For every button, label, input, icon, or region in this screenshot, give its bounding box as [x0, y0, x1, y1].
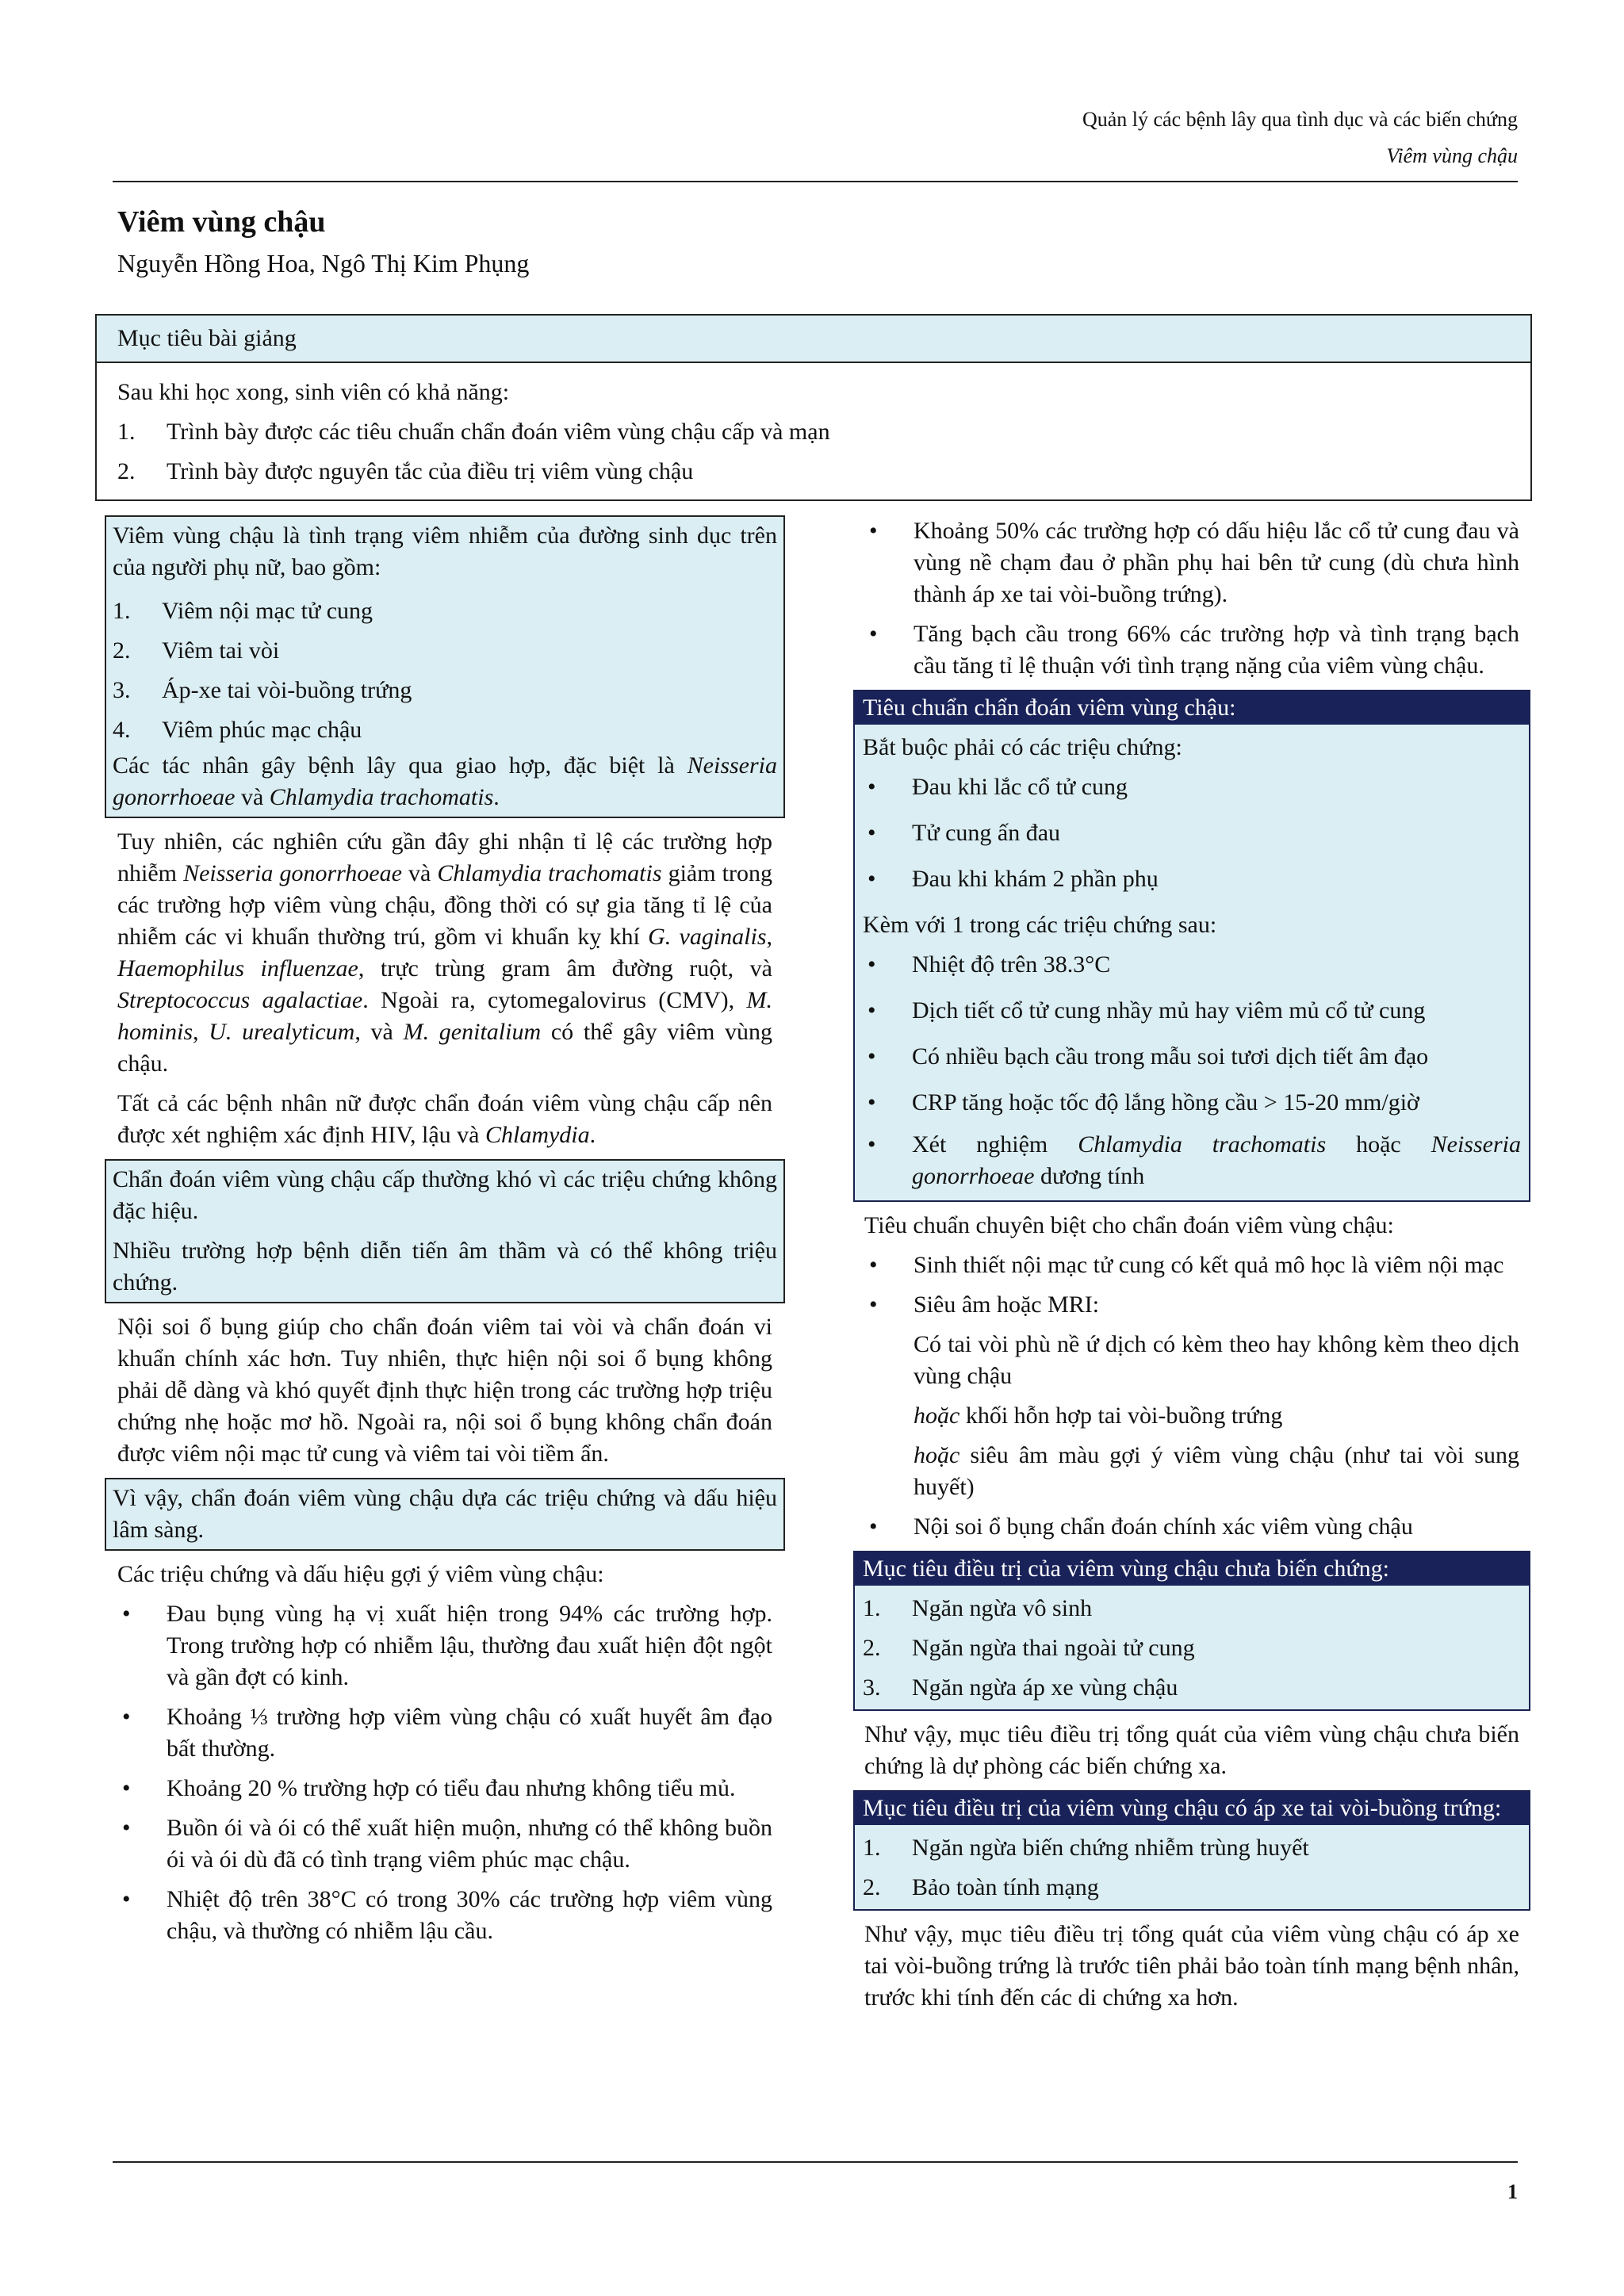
specific-criteria-intro: Tiêu chuẩn chuyên biệt cho chẩn đoán viêm vùng chậu:: [864, 1212, 1394, 1238]
goal-item: 1. Ngăn ngừa vô sinh: [863, 1595, 1093, 1621]
additional-item: • Xét nghiệm Chlamydia trachomatis hoặc Neisseria gonorrhoeae dương tính: [863, 1129, 1521, 1192]
additional-list: [863, 945, 1521, 1192]
right-column: [864, 515, 1519, 2022]
definition-item: 3. Áp-xe tai vòi-buồng trứng: [113, 677, 412, 703]
additional-item: • CRP tăng hoặc tốc độ lắng hồng cầu > 15-20 mm/giờ: [863, 1083, 1521, 1123]
objective-item: 2. Trình bày được nguyên tắc của điều trị viêm vùng chậu: [117, 458, 694, 484]
objectives-intro: Sau khi học xong, sinh viên có khả năng:: [117, 379, 510, 405]
additional-item: • Dịch tiết cổ tử cung nhầy mủ hay viêm mủ cổ tử cung: [863, 991, 1521, 1031]
sign-item: • Buồn ói và ói có thể xuất hiện muộn, nhưng có thể không buồn ói và ói dù đã có tình trạng viêm phúc mạc chậu.: [117, 1812, 772, 1876]
silent-course-text: Nhiều trường hợp bệnh diễn tiến âm thầm và có thể không triệu chứng.: [113, 1238, 777, 1295]
diagnostic-criteria-box: [853, 690, 1530, 1202]
goal-item: 3. Ngăn ngừa áp xe vùng chậu: [863, 1674, 1178, 1701]
running-header-series: Quản lý các bệnh lây qua tình dục và các biến chứng: [1082, 108, 1518, 131]
specific-item: • Siêu âm hoặc MRI:: [864, 1289, 1519, 1321]
signs-intro: Các triệu chứng và dấu hiệu gợi ý viêm vùng chậu:: [117, 1561, 604, 1587]
authors: Nguyễn Hồng Hoa, Ngô Thị Kim Phụng: [117, 249, 530, 277]
goal-item: 2. Ngăn ngừa thai ngoài tử cung: [863, 1635, 1195, 1661]
objective-item: 1. Trình bày được các tiêu chuẩn chẩn đoán viêm vùng chậu cấp và mạn: [117, 419, 830, 445]
footer-divider: [113, 2161, 1518, 2163]
abscess-goals-box: [853, 1790, 1530, 1911]
definition-item: 2. Viêm tai vòi: [113, 637, 280, 664]
additional-item: • Nhiệt độ trên 38.3°C: [863, 945, 1521, 985]
objectives-box: [95, 314, 1532, 501]
uncomplicated-goals-box: [853, 1551, 1530, 1711]
sign-item: • Khoảng 20 % trường hợp có tiểu đau nhưng không tiểu mủ.: [117, 1773, 772, 1804]
imaging-finding: hoặc siêu âm màu gợi ý viêm vùng chậu (như tai vòi sung huyết): [914, 1442, 1519, 1500]
sign-item: • Nhiệt độ trên 38°C có trong 30% các trường hợp viêm vùng chậu, và thường có nhiễm lậu cầu.: [117, 1884, 772, 1947]
specific-item: • Sinh thiết nội mạc tử cung có kết quả mô học là viêm nội mạc: [864, 1249, 1519, 1281]
goal-item: 1. Ngăn ngừa biến chứng nhiễm trùng huyết: [863, 1835, 1309, 1861]
clinical-diagnosis-box: [105, 1478, 785, 1551]
mandatory-item: • Tử cung ấn đau: [863, 813, 1521, 853]
mandatory-intro: Bắt buộc phải có các triệu chứng:: [863, 734, 1182, 760]
page-title: Viêm vùng chậu: [117, 205, 326, 239]
sign-item: • Khoảng ⅓ trường hợp viêm vùng chậu có xuất huyết âm đạo bất thường.: [117, 1701, 772, 1765]
abscess-goals-heading: Mục tiêu điều trị của viêm vùng chậu có áp xe tai vòi-buồng trứng:: [855, 1792, 1529, 1825]
definition-box: [105, 515, 785, 818]
mandatory-list: [863, 767, 1521, 899]
diagnostic-criteria-heading: Tiêu chuẩn chẩn đoán viêm vùng chậu:: [855, 691, 1529, 725]
signs-list-continued: [864, 515, 1519, 682]
specific-criteria-list: [864, 1249, 1519, 1321]
header-divider: [113, 181, 1518, 182]
sign-item: • Đau bụng vùng hạ vị xuất hiện trong 94% các trường hợp. Trong trường hợp có nhiễm lậu, thường đau xuất hiện đột ngột và gần đợt có kinh.: [117, 1598, 772, 1693]
additional-intro: Kèm với 1 trong các triệu chứng sau:: [863, 912, 1217, 938]
diagnosis-difficulty-box: [105, 1159, 785, 1303]
pathogens-paragraph: Tuy nhiên, các nghiên cứu gần đây ghi nhận tỉ lệ các trường hợp nhiễm Neisseria gonorrhoeae và Chlamydia trachomatis giảm trong các trường hợp viêm vùng chậu, đồng thời có sự gia tăng tỉ lệ của nhiễm các vi khuẩn thường trú, gồm vi khuẩn kỵ khí G. vaginalis, Haemophilus influenzae, trực trùng gram âm đường ruột, và Streptococcus agalactiae. Ngoài ra, cytomegalovirus (CMV), M. hominis, U. urealyticum, và M. genitalium có thể gây viêm vùng chậu.: [117, 828, 773, 1077]
definition-intro: Viêm vùng chậu là tình trạng viêm nhiễm của đường sinh dục trên của người phụ nữ, bao gồm:: [113, 522, 777, 580]
left-column: [113, 515, 777, 1955]
objectives-heading: Mục tiêu bài giảng: [97, 316, 1530, 363]
sign-item: • Khoảng 50% các trường hợp có dấu hiệu lắc cổ tử cung đau và vùng nề chạm đau ở phần phụ hai bên tử cung (dù chưa hình thành áp xe tai vòi-buồng trứng).: [864, 515, 1519, 610]
definition-item: 4. Viêm phúc mạc chậu: [113, 717, 362, 743]
mandatory-item: • Đau khi lắc cổ tử cung: [863, 767, 1521, 807]
signs-list: [117, 1598, 772, 1947]
definition-item: 1. Viêm nội mạc tử cung: [113, 598, 373, 624]
imaging-finding: Có tai vòi phù nề ứ dịch có kèm theo hay không kèm theo dịch vùng chậu: [914, 1331, 1519, 1389]
clinical-diagnosis-text: Vì vậy, chẩn đoán viêm vùng chậu dựa các triệu chứng và dấu hiệu lâm sàng.: [113, 1485, 777, 1543]
specific-item: • Nội soi ổ bụng chẩn đoán chính xác viêm vùng chậu: [864, 1511, 1519, 1543]
mandatory-item: • Đau khi khám 2 phần phụ: [863, 859, 1521, 899]
diagnosis-difficulty-text: Chẩn đoán viêm vùng chậu cấp thường khó vì các triệu chứng không đặc hiệu.: [113, 1166, 777, 1224]
causative-agents-text: Các tác nhân gây bệnh lây qua giao hợp, đặc biệt là Neisseria gonorrhoeae và Chlamydia trachomatis.: [113, 752, 777, 810]
specific-criteria-list-end: [864, 1511, 1519, 1543]
running-header: [113, 101, 1518, 174]
uncomplicated-goals-heading: Mục tiêu điều trị của viêm vùng chậu chưa biến chứng:: [855, 1552, 1529, 1586]
imaging-finding: hoặc khối hỗn hợp tai vòi-buồng trứng: [914, 1402, 1283, 1429]
additional-item: • Có nhiều bạch cầu trong mẫu soi tươi dịch tiết âm đạo: [863, 1037, 1521, 1077]
running-header-chapter: Viêm vùng chậu: [1386, 144, 1518, 167]
goal-item: 2. Bảo toàn tính mạng: [863, 1874, 1099, 1900]
page-number: 1: [1507, 2180, 1518, 2203]
abscess-summary: Như vậy, mục tiêu điều trị tổng quát của viêm vùng chậu có áp xe tai vòi-buồng trứng là trước tiên phải bảo toàn tính mạng bệnh nhân, trước khi tính đến các di chứng xa hơn.: [864, 1921, 1519, 2011]
sign-item: • Tăng bạch cầu trong 66% các trường hợp và tình trạng bạch cầu tăng tỉ lệ thuận với tình trạng nặng của viêm vùng chậu.: [864, 618, 1519, 682]
testing-paragraph: Tất cả các bệnh nhân nữ được chẩn đoán viêm vùng chậu cấp nên được xét nghiệm xác định HIV, lậu và Chlamydia.: [117, 1090, 772, 1148]
laparoscopy-paragraph: Nội soi ổ bụng giúp cho chẩn đoán viêm tai vòi và chẩn đoán vi khuẩn chính xác hơn. Tuy nhiên, thực hiện nội soi ổ bụng không phải dễ dàng và khó quyết định thực hiện trong các trường hợp triệu chứng nhẹ hoặc mơ hồ. Ngoài ra, nội soi ổ bụng không chẩn đoán được viêm nội mạc tử cung và viêm tai vòi tiềm ẩn.: [117, 1314, 772, 1467]
uncomplicated-summary: Như vậy, mục tiêu điều trị tổng quát của viêm vùng chậu chưa biến chứng là dự phòng các biến chứng xa.: [864, 1721, 1519, 1779]
